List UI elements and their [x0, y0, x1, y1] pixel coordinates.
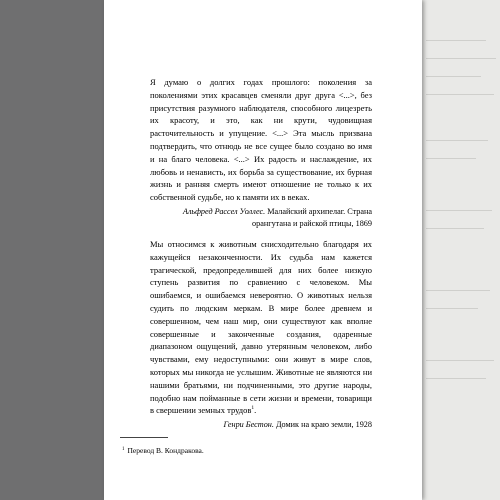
passage-text — [150, 238, 372, 417]
footnote-reference[interactable]: 1 — [251, 405, 255, 412]
passage-tail: . — [254, 405, 257, 416]
footnote — [122, 446, 204, 456]
passage-attribution — [150, 419, 372, 431]
footnote-divider — [120, 437, 168, 438]
epigraph-text: Я думаю о долгих годах прошлого: поколения за поколениями этих красавцев сменяли друг друга <...>, без присутствия разумного наблюдателя, способного лицезреть их красоту, и это, как ни крути, чудовищная расточительность и упущение. <...> Эта мысль призвана подтвердить, что отнюдь не все сущее было создано во имя и на благо человека. <...> Их радость и наслаждение, их любовь и ненависть, их борьба за существование, их бурная жизнь и ранняя смерть имеют отношение не только к их собственной судьбе, но к памяти их в веках. — [150, 77, 372, 203]
passage-body: Мы относимся к животным снисходительно благодаря их кажущейся незаконченности. Их судьба нам кажется трагической, предопределившей для них более низкую ступень развития по сравнению с человеком. Мы ошибаемся, и ошибаемся невероятно. О животных нельзя судить по людским меркам. В мире более древнем и совершенном, чем наш мир, они существуют как вполне совершенные и законченные создания, одаренные диапазоном ощущений, давно утерянным человеком, либо чувствами, ему недоступными: они живут в мире слов, которых мы никогда не услышим. Животные не являются ни нашими братьями, ни подчиненными, это другие народы, подобно нам пойманные в сети жизни и времени, товарищи в свершении земных трудов — [150, 239, 372, 416]
passage — [150, 238, 372, 432]
epigraph — [150, 76, 372, 231]
passage-author: Генри Бестон. — [223, 420, 274, 430]
facing-page-edge — [422, 0, 500, 500]
passage-source: Домик на краю земли, 1928 — [273, 420, 372, 430]
epigraph-attribution — [150, 206, 372, 231]
epigraph-author: Альфред Рассел Уоллес. — [182, 206, 266, 216]
footnote-mark: 1 — [122, 446, 125, 452]
footnote-text: Перевод В. Кондракова. — [127, 446, 204, 455]
epigraph-source: Малайский архипелаг. Страна орангутана и райской птицы, 1869 — [252, 206, 372, 229]
